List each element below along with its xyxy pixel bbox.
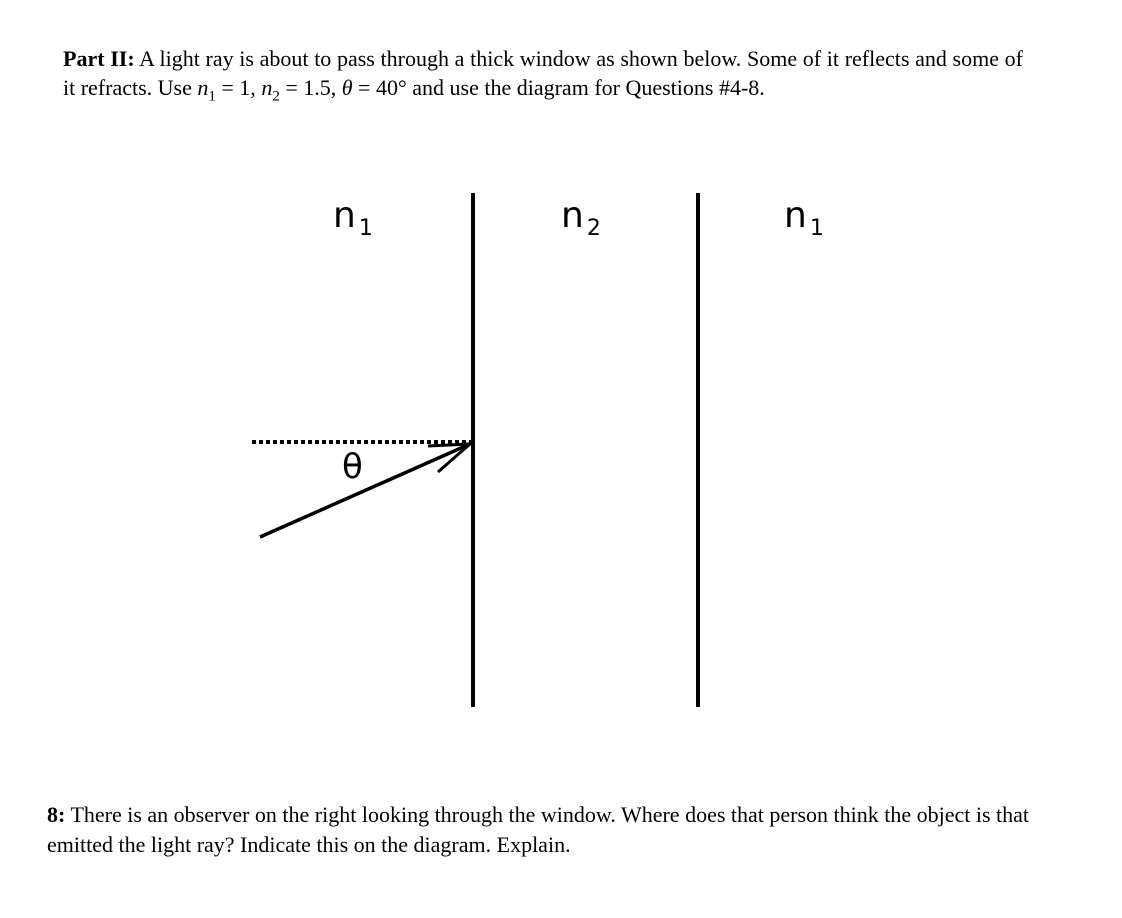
left-medium-sub: 1 [358, 216, 373, 241]
incident-ray [260, 444, 470, 537]
part-heading: Part II: [63, 46, 135, 71]
intro-tail: and use the diagram for Questions #4-8. [412, 75, 765, 100]
n1-symbol: n [197, 75, 209, 100]
question-text: There is an observer on the right looking through the window. Where does that person think the object is that emitted the light ray? Indicate this on the diagram. Explain. [47, 802, 1030, 857]
left-medium-label [333, 195, 373, 241]
angle-label: θ [342, 447, 363, 487]
right-medium-symbol: n [784, 195, 807, 236]
n2-symbol: n [261, 75, 273, 100]
left-medium-symbol: n [333, 195, 356, 236]
intro-text: A light ray is about to pass through a thick window as shown below. Some of it reflects and some of it refracts. Use [63, 46, 1023, 100]
n1-sub: 1 [208, 88, 216, 105]
middle-medium-sub: 2 [586, 216, 601, 241]
question-number: 8: [47, 802, 66, 827]
n2-value: = 1.5, [285, 75, 337, 100]
right-medium-sub: 1 [809, 216, 824, 241]
theta-symbol: θ [341, 75, 353, 100]
theta-value: = 40° [358, 75, 407, 100]
n2-sub: 2 [272, 88, 280, 105]
middle-medium-label [561, 195, 601, 241]
right-medium-label [784, 195, 824, 241]
question-8 [47, 800, 1037, 860]
middle-medium-symbol: n [561, 195, 584, 236]
n1-value: = 1, [221, 75, 256, 100]
